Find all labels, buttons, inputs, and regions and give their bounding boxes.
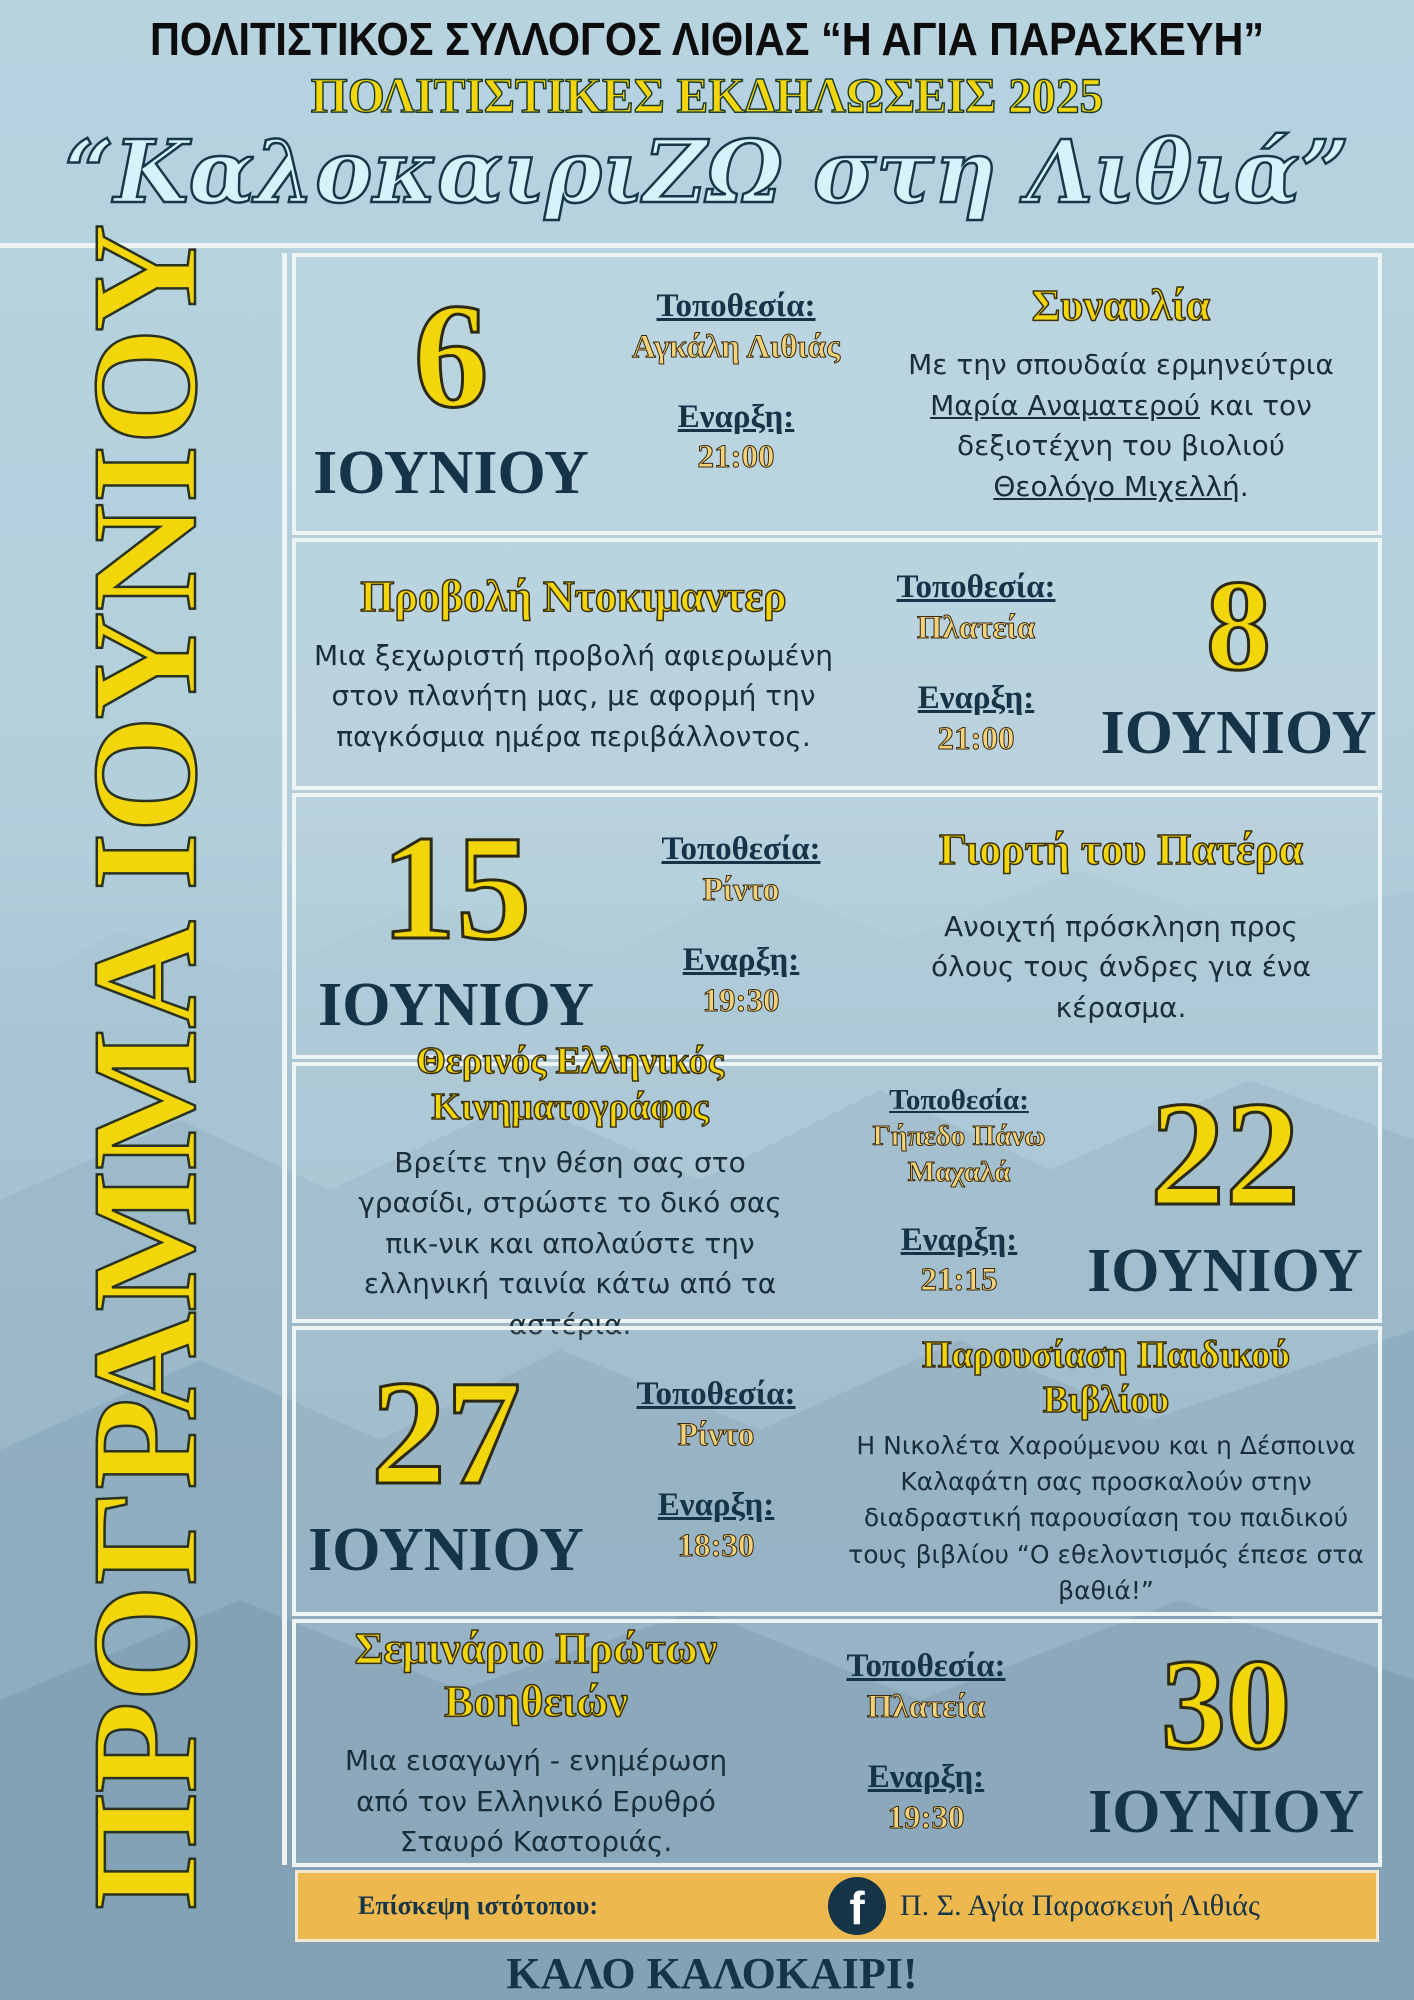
location-label: Τοποθεσία: bbox=[846, 1648, 1006, 1685]
location-label: Τοποθεσία: bbox=[656, 288, 816, 324]
location-value: Ρίντο bbox=[677, 1416, 755, 1453]
event-day: 15 bbox=[381, 804, 531, 971]
event-details bbox=[866, 824, 1376, 1029]
location-value: Πλατεία bbox=[916, 609, 1036, 646]
desc-text: . bbox=[1239, 469, 1249, 503]
event-description: Βρείτε την θέση σας στο γρασίδι, στρώστε το δικό σας πικ-νικ και απολαύστε την ελληνική ταινία κάτω από τα αστέρια. bbox=[358, 1145, 782, 1341]
event-title: Προβολή Ντοκιμαντερ bbox=[360, 571, 787, 621]
event-title: Γιορτή του Πατέρα bbox=[938, 824, 1304, 874]
location-label: Τοποθεσία: bbox=[636, 1376, 796, 1413]
location-value: Αγκάλη Λιθιάς bbox=[631, 328, 841, 365]
event-date bbox=[296, 1349, 596, 1584]
event-details bbox=[836, 1333, 1376, 1609]
location-label: Τοποθεσία: bbox=[661, 831, 821, 868]
closing-message: ΚΑΛΟ ΚΑΛΟΚΑΙΡΙ! bbox=[506, 1949, 918, 1998]
start-time: 21:00 bbox=[937, 720, 1015, 757]
event-month: ΙΟΥΝΙΟΥ bbox=[318, 970, 594, 1039]
event-month: ΙΟΥΝΙΟΥ bbox=[1088, 1777, 1364, 1846]
event-description: Ανοιχτή πρόσκληση προς όλους τους άνδρες για ένα κέρασμα. bbox=[931, 909, 1311, 1024]
event-month: ΙΟΥΝΙΟΥ bbox=[1087, 1237, 1363, 1306]
event-details bbox=[296, 1039, 844, 1345]
event-description: Μια εισαγωγή - ενημέρωση από τον Ελληνικό Ερυθρό Σταυρό Καστοριάς. bbox=[344, 1743, 728, 1859]
event-panel bbox=[292, 1040, 1382, 1341]
header bbox=[0, 0, 1414, 248]
event-info bbox=[596, 1375, 836, 1567]
footer-bar bbox=[295, 1870, 1379, 1942]
event-title: Συναυλία bbox=[1031, 281, 1211, 331]
start-time: 19:30 bbox=[887, 1799, 965, 1836]
start-label: Εναρξη: bbox=[900, 1221, 1018, 1258]
event-details bbox=[296, 571, 851, 758]
events-subtitle: ΠΟΛΙΤΙΣΤΙΚΕΣ ΕΚΔΗΛΩΣΕΙΣ 2025 bbox=[310, 67, 1104, 123]
event-panel bbox=[292, 538, 1382, 790]
start-label: Εναρξη: bbox=[867, 1759, 985, 1795]
event-info bbox=[844, 1083, 1074, 1301]
start-label: Εναρξη: bbox=[677, 398, 795, 435]
event-month: ΙΟΥΝΙΟΥ bbox=[313, 438, 589, 507]
event-day: 30 bbox=[1161, 1632, 1291, 1777]
event-day: 6 bbox=[413, 272, 489, 439]
location-value: Πλατεία bbox=[866, 1688, 986, 1725]
event-day: 27 bbox=[371, 1349, 521, 1516]
desc-text: Με την σπουδαία ερμηνεύτρια bbox=[908, 348, 1334, 382]
event-description: Η Νικολέτα Χαρούμενου και η Δέσποινα Καλαφάτη σας προσκαλούν στην διαδραστική παρουσίαση του παιδικού τους βιβλίου “Ο εθελοντισμός έπεσε στα βαθιά!” bbox=[848, 1430, 1364, 1605]
event-description: Μια ξεχωριστή προβολή αφιερωμένη στον πλανήτη μας, με αφορμή την παγκόσμια ημέρα περιβάλλοντος. bbox=[314, 638, 833, 753]
performer-name: Μαρία Αναματερού bbox=[930, 388, 1200, 422]
location-label: Τοποθεσία: bbox=[896, 569, 1056, 606]
event-day: 8 bbox=[1206, 553, 1271, 698]
event-date bbox=[296, 804, 616, 1039]
performer-name: Θεολόγο Μιχελλή bbox=[993, 469, 1240, 503]
event-panel bbox=[292, 1326, 1382, 1616]
event-month: ΙΟΥΝΙΟΥ bbox=[1100, 698, 1377, 767]
event-date bbox=[1100, 553, 1377, 767]
facebook-page-link[interactable]: Π. Σ. Αγία Παρασκευή Λιθιάς bbox=[900, 1889, 1260, 1922]
event-info bbox=[606, 257, 866, 479]
desc-text: δεξιοτέχνη του βιολιού bbox=[957, 429, 1285, 463]
start-time: 18:30 bbox=[677, 1527, 755, 1564]
start-time: 21:15 bbox=[920, 1262, 998, 1299]
start-time: 19:30 bbox=[702, 982, 780, 1019]
location-label: Τοποθεσία: bbox=[889, 1084, 1029, 1117]
location-value: Ρίντο bbox=[702, 871, 780, 908]
event-day: 22 bbox=[1150, 1071, 1300, 1238]
event-info bbox=[616, 830, 866, 1022]
program-title-vertical: ΠΡΟΓΡΑΜΜΑ ΙΟΥΝΙΟΥ bbox=[62, 223, 228, 1910]
start-label: Εναρξη: bbox=[682, 942, 800, 978]
event-month: ΙΟΥΝΙΟΥ bbox=[308, 1515, 584, 1584]
event-panel bbox=[292, 793, 1382, 1059]
event-panel bbox=[292, 253, 1382, 535]
start-label: Εναρξη: bbox=[657, 1487, 775, 1523]
event-details bbox=[296, 1623, 776, 1862]
start-time: 21:00 bbox=[697, 439, 775, 476]
event-title: Παρουσίαση Παιδικού Βιβλίου bbox=[921, 1333, 1290, 1422]
organization-name: ΠΟΛΙΤΙΣΤΙΚΟΣ ΣΥΛΛΟΓΟΣ ΛΙΘΙΑΣ “Η ΑΓΙΑ ΠΑΡΑΣΚΕΥΗ” bbox=[149, 13, 1265, 65]
location-value: Γήπεδο Πάνω Μαχαλά bbox=[872, 1120, 1046, 1189]
event-info bbox=[851, 568, 1101, 760]
event-date bbox=[1074, 1071, 1376, 1306]
event-title: Θερινός Ελληνικός Κινηματογράφος bbox=[416, 1040, 724, 1129]
event-date bbox=[1076, 1632, 1376, 1846]
event-title: Σεμινάριο Πρώτων Βοηθειών bbox=[354, 1624, 718, 1727]
event-description bbox=[908, 345, 1334, 507]
festival-title: “ΚαλοκαιριΖΩ στη Λιθιά” bbox=[64, 122, 1350, 223]
facebook-icon[interactable]: f bbox=[828, 1877, 886, 1935]
event-details bbox=[866, 280, 1376, 507]
desc-text: και τον bbox=[1199, 388, 1312, 422]
event-date bbox=[296, 272, 606, 507]
start-label: Εναρξη: bbox=[917, 680, 1035, 716]
visit-website-label: Επίσκεψη ιστότοπου: bbox=[358, 1891, 599, 1920]
event-info bbox=[776, 1647, 1076, 1839]
event-panel bbox=[292, 1619, 1382, 1867]
